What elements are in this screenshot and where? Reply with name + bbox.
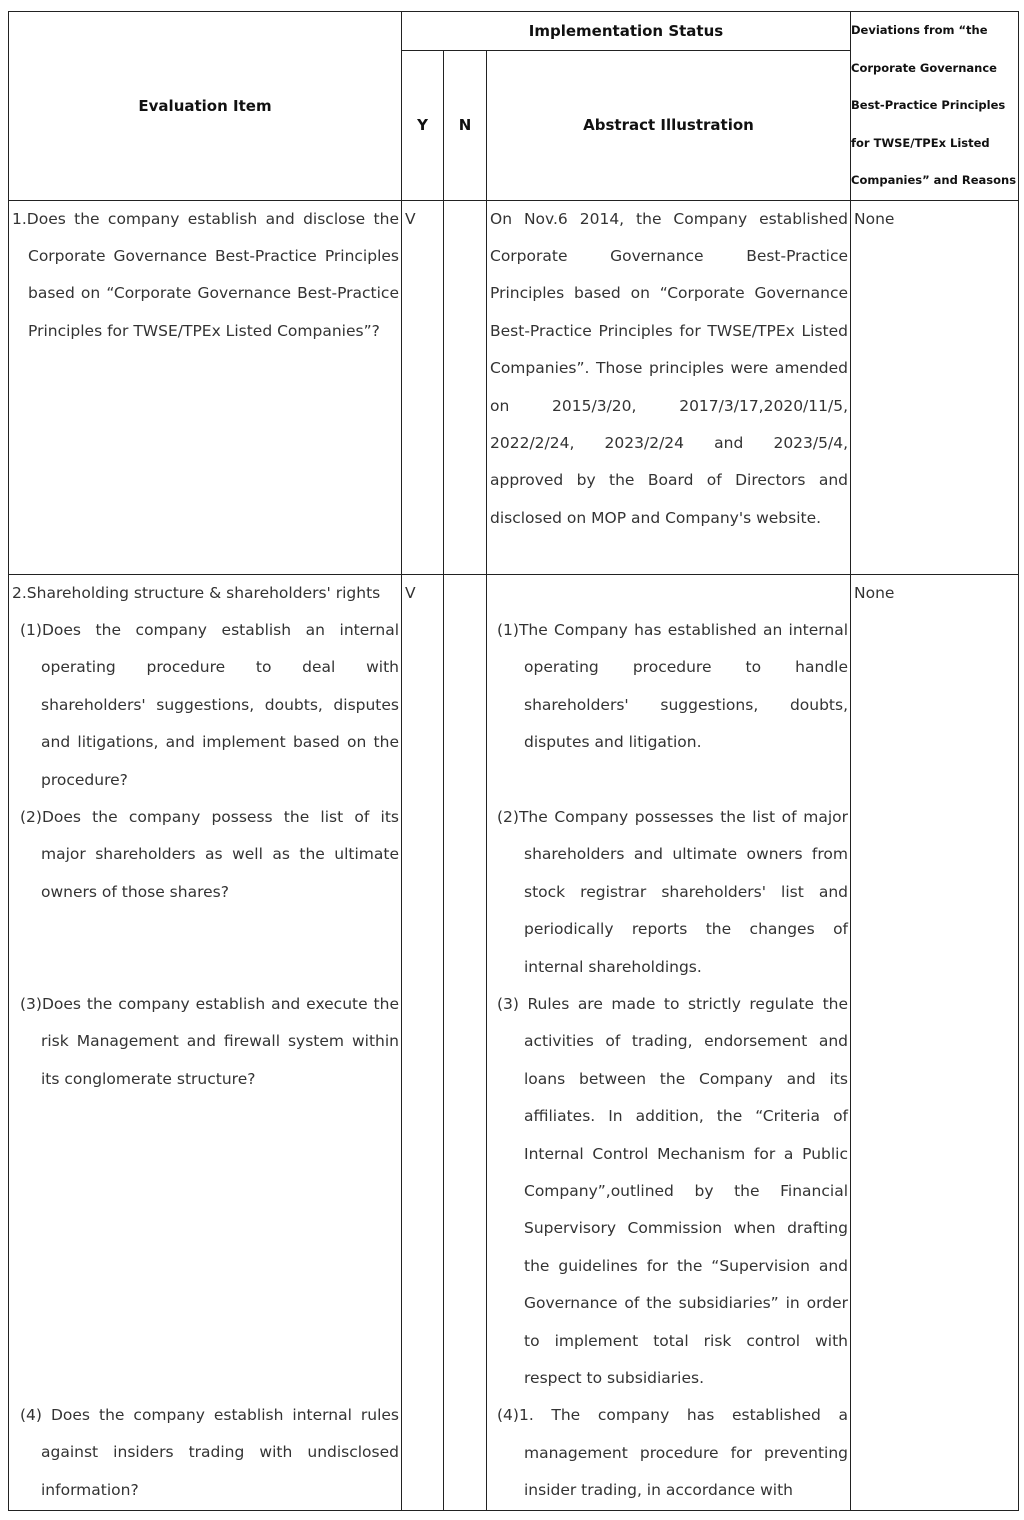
row2-deviation-cell [851,574,1019,1510]
row2-y-cell [402,574,444,1510]
row1-deviation: None [854,209,895,228]
row2-illustration-cell [487,574,851,1510]
header-deviations-line: Deviations from “the [851,23,988,37]
header-abstract-illustration: Abstract Illustration [487,51,851,200]
row1-y-cell [402,200,444,574]
header-evaluation-item: Evaluation Item [9,12,402,201]
row1-illustration: On Nov.6 2014, the Company established Corporate Governance Best-Practice Principles based on “Corporate Governance Best-Practice Principles for TWSE/TPEx Listed Companies”. Those principles were amended on 2015/3/20, 2017/3/17,2020/11/5, 2022/2/24, 2023/2/24 and 2023/5/4, approved by the Board of Directors and disclosed on MOP and Company's website. [490,209,849,527]
row2-n-cell [444,574,487,1510]
row2-item-cell [9,574,402,1510]
table-row [9,574,1019,1510]
header-deviations-line: Companies” and Reasons [851,173,1017,187]
row1-deviation-cell [851,200,1019,574]
row1-illustration-cell [487,200,851,574]
row1-item-cell [9,200,402,574]
row2-a3: (3) Rules are made to strictly regulate the activities of trading, endorsement and loans between the Company and its affiliates. In addition, the “Criteria of Internal Control Mechanism for a Public Company”,outlined by the Financial Supervisory Commission when drafting the guidelines for the “Supervision and Governance of the subsidiaries” in order to implement total risk control with respect to subsidiaries. [497,994,849,1387]
header-implementation-status: Implementation Status [402,12,851,51]
row2-q4: (4) Does the company establish internal rules against insiders trading with undisclosed information? [20,1405,399,1499]
row1-item: 1.Does the company establish and disclose the Corporate Governance Best-Practice Principles based on “Corporate Governance Best-Practice Principles for TWSE/TPEx Listed Companies”? [12,209,399,340]
header-deviations [851,12,1019,201]
header-n: N [444,51,487,200]
row1-n-cell [444,200,487,574]
row2-a2: (2)The Company possesses the list of major shareholders and ultimate owners from stock registrar shareholders' list and periodically reports the changes of internal shareholdings. [497,807,849,976]
header-y: Y [402,51,444,200]
header-deviations-line: Corporate Governance [851,60,997,75]
corporate-governance-table [8,11,1019,1511]
row2-q2: (2)Does the company possess the list of its major shareholders as well as the ultimate owners of those shares? [20,807,399,901]
row2-q1: (1)Does the company establish an internal operating procedure to deal with shareholders' suggestions, doubts, disputes and litigations, and implement based on the procedure? [20,620,399,789]
row2-title: 2.Shareholding structure & shareholders' rights [12,583,381,602]
row2-a1: (1)The Company has established an internal operating procedure to handle shareholders' suggestions, doubts, disputes and litigation. [497,620,849,752]
row2-blank-line [487,575,850,612]
header-deviations-line: Best-Practice Principles [851,98,1006,112]
row2-q3: (3)Does the company establish and execute the risk Management and firewall system within its conglomerate structure? [20,994,399,1088]
table-row [9,200,1019,574]
header-deviations-line: for TWSE/TPEx Listed [851,135,990,150]
row2-a4: (4)1. The company has established a management procedure for preventing insider trading, in accordance with [497,1406,849,1500]
row1-y: V [405,209,416,228]
row2-y: V [405,583,416,602]
row2-deviation: None [854,583,895,602]
